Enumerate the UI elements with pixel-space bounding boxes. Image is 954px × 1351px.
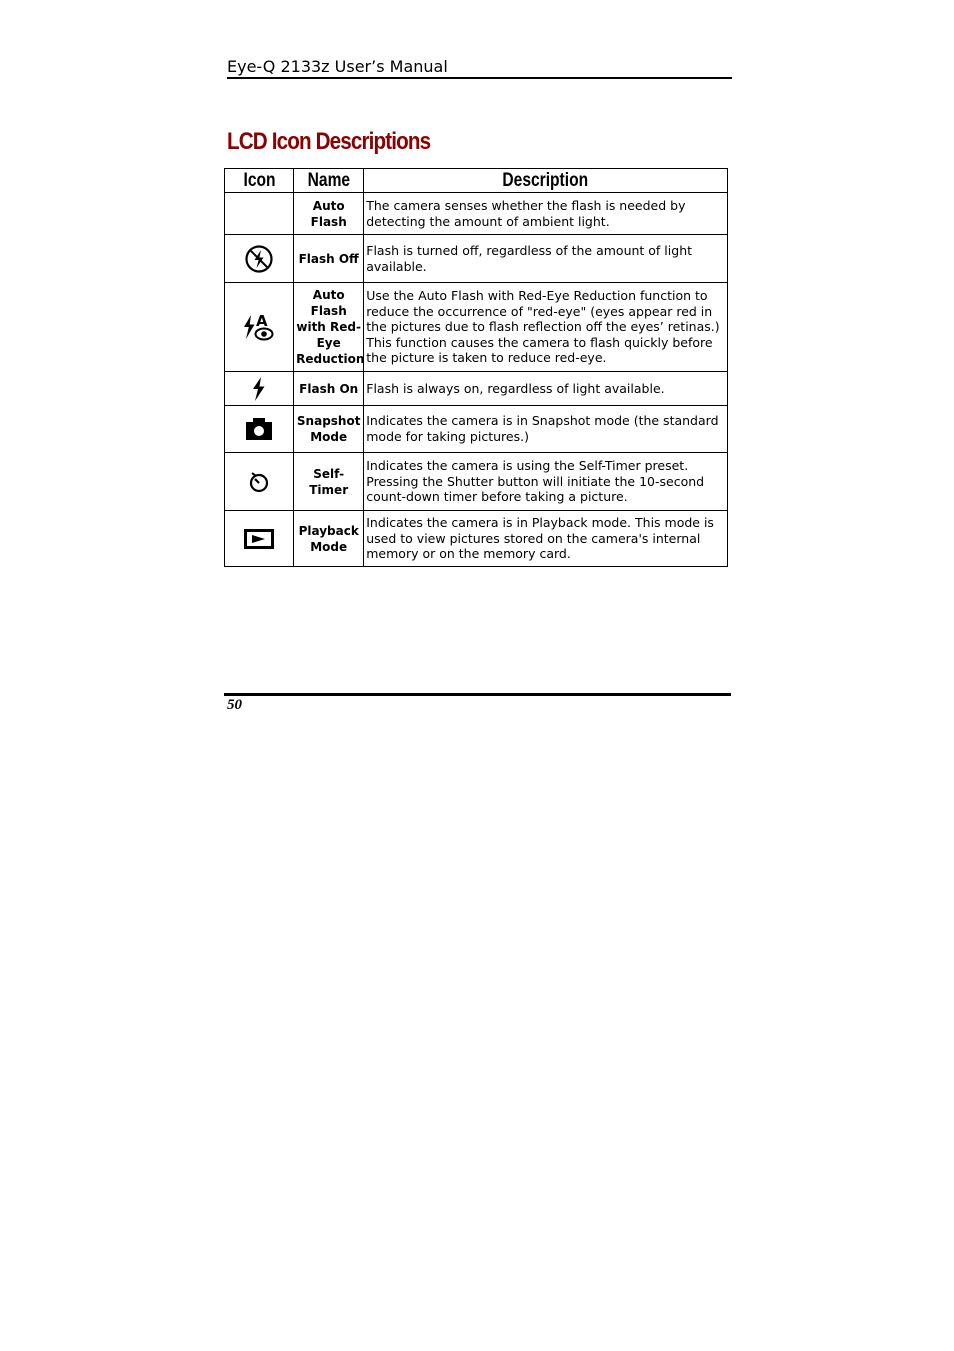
running-header: Eye-Q 2133z User’s Manual (227, 57, 448, 76)
row-description: Use the Auto Flash with Red-Eye Reduction function to reduce the occurrence of "red-eye" (eyes appear red in the pictures due to flash reflection off the eyes’ retinas.) This function causes the camera to flash quickly before the picture is taken to reduce red-eye. (364, 283, 728, 372)
row-description: Indicates the camera is in Playback mode. This mode is used to view pictures stored on the camera's internal memory or on the memory card. (364, 511, 728, 567)
row-name: Auto Flash with Red-Eye Reduction (294, 283, 364, 372)
table-row (225, 372, 728, 406)
lcd-icon-table (224, 168, 728, 567)
section-heading: LCD Icon Descriptions (227, 128, 431, 155)
row-name: Flash On (294, 372, 364, 406)
row-description: Flash is always on, regardless of light available. (364, 372, 728, 406)
column-header-icon: Icon (225, 169, 294, 193)
row-description: Indicates the camera is using the Self-Timer preset. Pressing the Shutter button will initiate the 10-second count-down timer before taking a picture. (364, 453, 728, 511)
auto-flash-icon (225, 193, 294, 235)
flash-on-icon (251, 376, 267, 402)
flash-off-icon (244, 244, 274, 274)
table-row (225, 235, 728, 283)
table-row (225, 511, 728, 567)
camera-icon (245, 417, 273, 441)
table-row (225, 193, 728, 235)
table-header-row (225, 169, 728, 193)
row-description: The camera senses whether the flash is needed by detecting the amount of ambient light. (364, 193, 728, 235)
page-number: 50 (227, 697, 242, 713)
header-rule (227, 77, 732, 79)
row-name: Flash Off (294, 235, 364, 283)
column-header-name: Name (294, 169, 364, 193)
row-name: Playback Mode (294, 511, 364, 567)
self-timer-icon (248, 471, 270, 493)
svg-text:A: A (256, 312, 268, 330)
row-description: Indicates the camera is in Snapshot mode (the standard mode for taking pictures.) (364, 406, 728, 453)
red-eye-reduction-icon (242, 311, 276, 343)
row-name: Self-Timer (294, 453, 364, 511)
table-row (225, 406, 728, 453)
table-row (225, 453, 728, 511)
column-header-description: Description (364, 169, 728, 193)
playback-icon (244, 529, 274, 549)
row-name: Auto Flash (294, 193, 364, 235)
table-row (225, 283, 728, 372)
row-name: Snapshot Mode (294, 406, 364, 453)
row-description: Flash is turned off, regardless of the amount of light available. (364, 235, 728, 283)
footer-rule (224, 693, 731, 696)
